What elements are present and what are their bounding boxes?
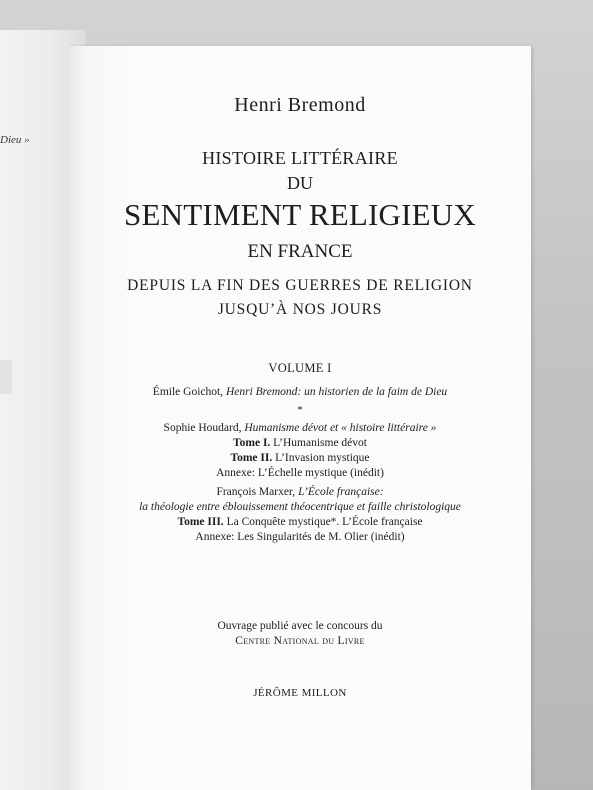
marxer-entry xyxy=(69,486,531,498)
tome-2-entry xyxy=(69,452,531,464)
tome-3-title: La Conquête mystique*. L’École française xyxy=(226,516,423,528)
goichot-author: Émile Goichot, xyxy=(152,386,224,398)
tome-2-title: L’Invasion mystique xyxy=(275,452,370,464)
houdard-entry xyxy=(69,422,531,434)
title-line-4: EN FRANCE xyxy=(247,241,353,262)
annexe-2: Annexe: Les Singularités de M. Olier (inédit) xyxy=(195,531,405,543)
annexe-1: Annexe: L’Échelle mystique (inédit) xyxy=(216,467,384,479)
goichot-work: Henri Bremond: un historien de la faim de Dieu xyxy=(225,386,448,398)
author-name: Henri Bremond xyxy=(234,94,366,116)
tome-1-label: Tome I. xyxy=(233,437,271,449)
centre-national-du-livre: Centre National du Livre xyxy=(235,635,365,647)
marxer-work-line-2: la théologie entre éblouissement théocentrique et faille christologique xyxy=(139,501,461,513)
marxer-work: L’École française: xyxy=(298,486,384,498)
houdard-work: Humanisme dévot et « histoire littéraire » xyxy=(244,422,437,434)
tome-3-entry xyxy=(69,516,531,528)
goichot-entry xyxy=(69,386,531,398)
title-line-2: DU xyxy=(287,173,313,193)
volume-label: VOLUME I xyxy=(268,361,332,375)
publication-note: Ouvrage publié avec le concours du xyxy=(217,620,383,632)
publisher-name: JÉRÔME MILLON xyxy=(253,687,347,699)
subtitle-line-1: DEPUIS LA FIN DES GUERRES DE RELIGION xyxy=(127,277,473,294)
previous-page-text-fragment: Dieu » xyxy=(0,134,30,146)
marxer-author: François Marxer, xyxy=(216,486,296,498)
tome-3-label: Tome III. xyxy=(177,516,224,528)
title-line-3: SENTIMENT RELIGIEUX xyxy=(124,197,476,232)
title-page xyxy=(69,46,531,790)
title-line-1: HISTOIRE LITTÉRAIRE xyxy=(202,148,398,168)
tome-1-entry xyxy=(69,437,531,449)
tome-2-label: Tome II. xyxy=(230,452,273,464)
separator-asterisk: * xyxy=(297,404,303,416)
subtitle-line-2: JUSQU’À NOS JOURS xyxy=(217,301,383,318)
page-smudge xyxy=(0,360,12,394)
tome-1-title: L’Humanisme dévot xyxy=(273,437,367,449)
houdard-author: Sophie Houdard, xyxy=(163,422,242,434)
